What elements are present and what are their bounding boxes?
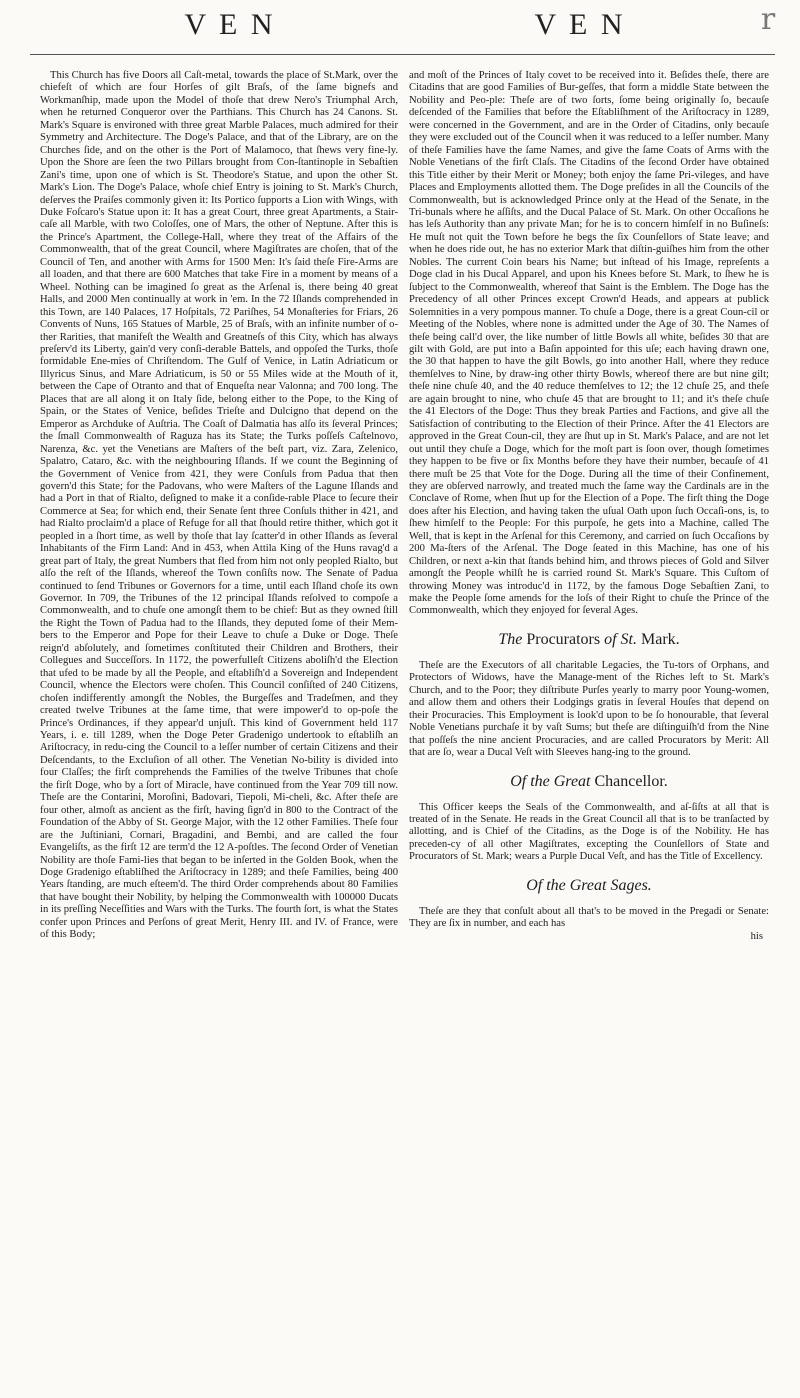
right-paragraph-4: Theſe are they that conſult about all that's to be moved in the Pregadi or Senate: They are ſix in number, and each has bbox=[409, 905, 769, 930]
heading-chancellor: Of the Great Chancellor. bbox=[510, 772, 668, 790]
heading-sages: Of the Great Sages. bbox=[526, 876, 652, 894]
right-column bbox=[409, 70, 769, 943]
left-column bbox=[40, 70, 398, 942]
corner-mark: r bbox=[760, 2, 776, 37]
catchword: his bbox=[750, 930, 763, 942]
right-paragraph-2: Theſe are the Executors of all charitable Legacies, the Tu-tors of Orphans, and Protectors of Widows, have the Manage-ment of the Riches left to St. Mark's Church, and to the Poor; they diſtribute Purſes yearly to marry poor Young-women, and allow them and others their Lodgings gratis in ſeveral Houſes that depend on their Procuracies. This Employment is look'd upon to be ſo honourable, that ſeveral Noble Venetians purchaſe it by vaſt Sums; but theſe are diſtinguiſh'd from the Nine that poſſeſs the nine ancient Procuracies, and are called Procurators by Merit: All that are ſo, wear a Ducal Veſt with Sleeves hang-ing to the ground. bbox=[409, 659, 769, 759]
left-paragraph: This Church has five Doors all Caſt-metal, towards the place of St.Mark, over the chiefeſt of which are four Horſes of gilt Braſs, of the ſame bignefs and Workmanſhip, made upon the Model of thoſe that drew Nero's Triumphal Arch, when he returned Conqueror over the Parthians. This Church has 24 Canons. St. Mark's Square is environed with three great Marble Palaces, much admired for their Symmetry and Architecture. The Doge's Palace, and that of the Library, are on the Churches ſide, and on the other is the Port of Malamoco, that ſhews very fine-ly. Upon the Shore are ſeen the two Pillars brought from Con-ſtantinople in Sebaſtien Zani's time, upon one of which is St. Theodore's Statue, and upon the other St. Mark's Lion. The Doge's Palace, whoſe chief Entry is joining to St. Mark's Church, deſerves the Praiſes commonly given it: Its Portico ſupports a Lion with Wings, with Duke Foſcaro's Statue upon it: It has a great Court, three great Apartments, a Stair-caſe all Marble, with two Coloſſes, one of Mars, the other of Neptune. After this is the Prince's Apartment, the College-Hall, where they treat of the Affairs of the Commonwealth, that of the great Council, where Magiſtrates are choſen, that of the Council of Ten, and another with Arms for 1500 Men: It's ſaid theſe Fire-Arms are all loaden, and that there are 600 Matches that take Fire in a moment by means of a Wheel. Nothing can be imagined ſo great as the Arſenal is, there being 40 great Halls, and 2000 Men continually at work in 'em. In the 72 Iſlands comprehended in this Town, are 140 Palaces, 17 Hoſpitals, 72 Pariſhes, 54 Monaſteries for Friars, 26 Convents of Nuns, 165 Statues of Marble, 25 of Braſs, with an infinite number of o-ther Rarities, that manifeſt the Wealth and Greatneſs of this City, which has always preſerv'd its Liberty, gain'd very conſi-derable Battels, and oppoſed the Turks, thoſe formidable Ene-mies of Chriſtendom. The Gulf of Venice, in Latin Adriaticum or Illyricus Sinus, and Mare Adriaticum, is 50 or 55 Miles wide at the Mouth of it, between the Cape of Otranto and that of Enqueſta near Valonna; and 700 long. The Places that are all along it on Italy ſide, belong either to the Pope, to the King of Spain, or the States of Venice, beſides Trieſte and Dulcigno that depend on the Emperor as Archduke of Auſtria. The Coaſt of Dalmatia has alſo its ſeveral Princes; the ſmall Commonwealth of Raguza has its State; the Turks poſſeſs Caſtelnovo, Narenza, &c. yet the Venetians are Maſters of the beſt part, viz. Zara, Zelenico, Spalatro, Cataro, &c. with the neighbouring Iſlands. If we count the Beginning of the Government of Venice from 421, they were Conſuls from Padua that then govern'd this State; for the Padovans, who were Maſters of the Lagune Iſlands and had a Port in that of Rialto, deſigned to make it a conſide-rable Place to ſecure their Commerce at Sea; for which end, their Senate ſent three Conſuls thither in 421, and had Rialto proclaim'd a place of Refuge for all that ſhould retire thither, which got it peopled in a ſhort time, as well by thoſe that lay ſcatter'd in other Iſlands as ſeveral Inhabitants of the Firm Land: And in 453, when Attila King of the Huns ravag'd a great part of Italy, the great Numbers that fled from him not only peopled Rialto, but alſo the reſt of the Iſlands, whereof the Town conſiſts now. The Senate of Padua continued to ſend Tribunes or Governors for a time, until each Iſland choſe its own Governor. In 709, the Tribunes of the 12 principal Iſlands reſolved to compoſe a Commonwealth, and to chuſe one amongſt them to be chief: But as they owned ſtill the Right the Town of Padua had to the Iſlands, they deputed ſome of their Mem-bers to the Emperor and Pope for their Leave to chuſe a Duke or Doge. Theſe reign'd abſolutely, and ſometimes conſtituted their Children and Brothers, their Collegues and Succeſſors. In 1172, the powerfulleſt Citizens aboliſh'd the Election that ufed to be made by all the People, and eſtabliſh'd a Sovereign and Independent Council, whence the Electors were choſen. This Council conſiſted of 240 Citizens, choſen indifferently amongſt the Nobles, the Burgeſſes and Tradeſmen, and they created twelve Tribunes at the ſame time, that were impower'd to op-poſe the Prince's Ordinances, if they appear'd unjuſt. This kind of Government held 117 Years, i. e. till 1289, when the Doge Peter Gradenigo undertook to eſtabliſh an Ariſtocracy, in redu-cing the Council to a leſſer number of certain Citizens and their Deſcendants, to the Excluſion of all other. The Venetian No-bility is divided into four Claſſes; the firſt comprehends the Families of the twelve Tribunes that choſe the firſt Doge, who by a ſort of Miracle, have continued from the Year 709 till now. Theſe are the Contarini, Moroſini, Badovari, Tiepoli, Mi-cheli, &c. After theſe are four other, almoſt as ancient as the firſt, having ſign'd in 800 to the Contract of the Foundation of the Abby of St. George Major, with the 12 other Families. Theſe four are the Juſtiniani, Cornari, Bragadini, and Bembi, and are called the four Evangeliſts, as the firſt 12 are term'd the 12 A-poſtles. The ſecond Order of Venetian Nobility are thoſe Fami-lies that began to be inſerted in the Golden Book, when the Doge Gradenigo eſtabliſhed the Ariſtocracy in 1289; and theſe Families, being 400 Years ſtanding, are much eſteem'd. The third Order comprehends about 80 Families that have bought their Nobility, by helping the Commonwealth with 100000 Ducats in its preſſing Neceſſities and Wars with the Turks. The fourth ſort, is what the States confer upon Princes and Perſons of great Merit, Henry III. and IV. of France, were of this Body; bbox=[40, 70, 398, 941]
running-head-left: V E N bbox=[184, 8, 276, 41]
header-rule bbox=[30, 54, 775, 55]
right-paragraph-3: This Officer keeps the Seals of the Commonwealth, and aſ-ſiſts at all that is treated of in the Senate. He reads in the Great Council all that is to be tranſacted by allotting, and is Chief of the Citadins, as the Doge is of the Nobility. He has preceden-cy of all other Magiſtrates, excepting the Counſellors of State and Procurators of St. Mark; wears a Purple Ducal Veſt, and has the Title of Excellency. bbox=[409, 801, 769, 863]
heading-procurators: The Procurators of St. Mark. bbox=[498, 630, 680, 648]
running-head-right: V E N bbox=[534, 8, 626, 41]
right-paragraph-1: and moſt of the Princes of Italy covet to be received into it. Beſides theſe, there are Citadins that are good Families of Bur-geſſes, that form a middle State between the Nobility and Peo-ple: Theſe are of two ſorts, ſome being originally ſo, becauſe deſcended of the Families that before the Eſtabliſhment of the Ariſtocracy in 1289, were concerned in the Government, and are in the Order of Citadins, only becauſe they were excluded out of the Council when it was reduced to a leſſer number. Many of theſe Families have the ſame Names, and give the ſame Coats of Arms with the Noble Venetians of the firſt Claſs. The Citadins of the ſecond Order have obtained this Title either by their Merit or Money; both enjoy the ſame Pri-vileges, and have Places and Employments allotted them. The Doge preſides in all the Councils of the Commonwealth, but is acknowledged Prince only at the Head of the Senate, in the Tri-bunals where he aſſiſts, and the Ducal Palace of St. Mark. On other Occaſions he has leſs Authority than any private Man; for he is to concern himſelf in no Buſineſs: He muſt not quit the Town before he begs the ſix Counſellors of State leave; and when he does ride out, he has no exterior Mark that diſtin-guiſhes him from the other Nobles. The current Coin bears his Name; but inſtead of his Image, repreſents a Doge clad in his Ducal Apparel, and upon his Knees before St. Mark, to ſhew he is ſubject to the Commonwealth, whereof that Saint is the Emblem. The Doge has the Precedency of all other Princes except Crown'd Heads, and appears at publick Solemnities in a very pompous manner. To chuſe a Doge, there is a great Coun-cil or Meeting of the Nobles, where none is admitted under the Age of 30. The Names of theſe being call'd over, the like number of little Bowls all white, beſides 30 that are gilt with Gold, are put into a Baſin appointed for this uſe; each having drawn one, the 30 that happen to have the gilt Bowls, go into another Hall, where they reduce themſelves to Nine, by draw-ing other thirty Bowls, whereof there are but nine gilt; theſe nine chuſe 40, and the 40 reduce themſelves to 12; the 12 chuſe 25, and theſe are again brought to nine, who chuſe 45 that are brought to 11; and it's theſe chuſe the 41 Electors of the Doge: Thus they break Parties and Factions, and give all the Satisfaction of contributing to the Election of their Prince. After the 41 Electors are approved in the Great Coun-cil, they are ſhut up in St. Mark's Palace, and are not let out until they chuſe a Doge, which for the moſt part is ſoon over, though ſometimes they happen to be five or ſix Months before they have their number, becauſe of 41 there muſt be 25 that Vote for the Doge. During all the time of their Confinement, they are obſerved narrowly, and treated much the ſame way the Cardinals are in the Conclave of Rome, when ſhut up for the Election of a Pope. The firſt thing the Doge does after his Election, and having taken the uſual Oath upon ſuch Occaſi-ons, is, to ſhew himſelf to the People: For this purpoſe, he gets into a Machine, called The Well, that is kept in the Arſenal for this Ceremony, and carried on ſuch Occaſions by 200 Ma-ſters of the Arſenal. The Doge ſeated in this Machine, has one of his Children, or next a-kin that ſtands behind him, and throws pieces of Gold and Silver amongſt the People whilſt he is carried round St. Mark's Square. This Cuſtom of throwing Money was introduc'd in 1172, by the famous Doge Sebaſtien Zani, to make the People ſome amends for the loſs of their Right to chuſe the Prince of the Commonwealth, which they enjoyed for ſeveral Ages. bbox=[409, 70, 769, 617]
